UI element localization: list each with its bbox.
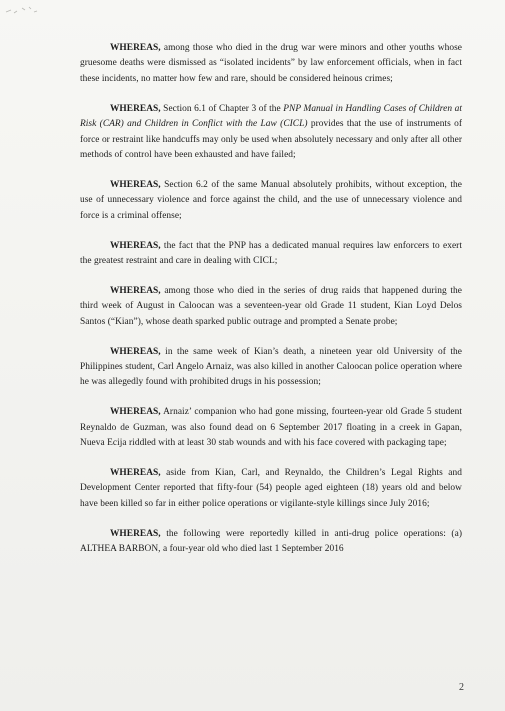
whereas-paragraph	[80, 405, 462, 451]
manual-title: PNP Manual in Handling Cases of Children at Risk (CAR) and Children in Conflict with the Law (CICL)	[80, 103, 462, 130]
paragraph-text: among those who died in the series of drug raids that happened during the third week of August in Caloocan was a seventeen-year old Grade 11 student, Kian Loyd Delos Santos (“Kian”), whose death sparked public outrage and prompted a Senate probe;	[80, 285, 462, 327]
paragraph-text: the following were reportedly killed in anti-drug police operations: (a) ALTHEA BARBON, a four-year old who died last 1 September 2016	[80, 528, 462, 555]
paragraph-text: the fact that the PNP has a dedicated manual requires law enforcers to exert the greatest restraint and care in dealing with CICL;	[80, 240, 462, 266]
whereas-label: WHEREAS,	[110, 407, 161, 418]
whereas-paragraph	[80, 345, 462, 391]
whereas-label: WHEREAS,	[110, 103, 161, 114]
whereas-label: WHEREAS,	[110, 285, 161, 296]
whereas-paragraph	[80, 239, 462, 270]
whereas-paragraph	[80, 178, 462, 224]
whereas-paragraph	[80, 527, 462, 558]
paragraph-text: Arnaiz’ companion who had gone missing, fourteen-year old Grade 5 student Reynaldo de Guzman, was also found dead on 6 September 2017 floating in a creek in Gapan, Nueva Ecija riddled with at least 30 stab wounds and with his face covered with packaging tape;	[80, 407, 462, 449]
whereas-paragraph	[80, 284, 462, 330]
whereas-label: WHEREAS,	[110, 528, 161, 539]
paragraph-text: Section 6.2 of the same Manual absolutely prohibits, without exception, the use of unnecessary violence and force against the child, and the use of unnecessary violence and force is a criminal offense;	[80, 179, 462, 221]
paragraph-text-continued: provides that the use of instruments of force or restraint like handcuffs may only be used when absolutely necessary and only after all other methods of control have been exhausted and have failed;	[80, 119, 462, 160]
whereas-paragraph	[80, 102, 462, 164]
paragraph-text: aside from Kian, Carl, and Reynaldo, the Children’s Legal Rights and Development Center reported that fifty-four (54) people aged eighteen (18) years old and below have been killed so far in either police operations or vigilante-style killings since July 2016;	[80, 468, 462, 509]
whereas-label: WHEREAS,	[110, 179, 161, 190]
whereas-label: WHEREAS,	[110, 43, 161, 53]
whereas-paragraph	[80, 466, 462, 512]
whereas-paragraph	[80, 41, 462, 87]
paragraph-text: in the same week of Kian’s death, a nineteen year old University of the Philippines student, Carl Angelo Arnaiz, was also killed in another Caloocan police operation where he was allegedly found with prohibited drugs in his possession;	[80, 346, 462, 388]
paragraph-text: among those who died in the drug war were minors and other youths whose gruesome deaths were dismissed as “isolated incidents” by law enforcement officials, when in fact these incidents, no matter how few and rare, should be considered heinous crimes;	[80, 43, 462, 84]
whereas-label: WHEREAS,	[110, 240, 161, 251]
paragraph-text: Section 6.1 of Chapter 3 of the	[160, 103, 284, 114]
whereas-label: WHEREAS,	[110, 468, 161, 479]
page-number: 2	[459, 682, 464, 693]
whereas-label: WHEREAS,	[110, 346, 161, 357]
document-body	[80, 41, 462, 572]
scan-artifact-mark	[4, 4, 44, 18]
